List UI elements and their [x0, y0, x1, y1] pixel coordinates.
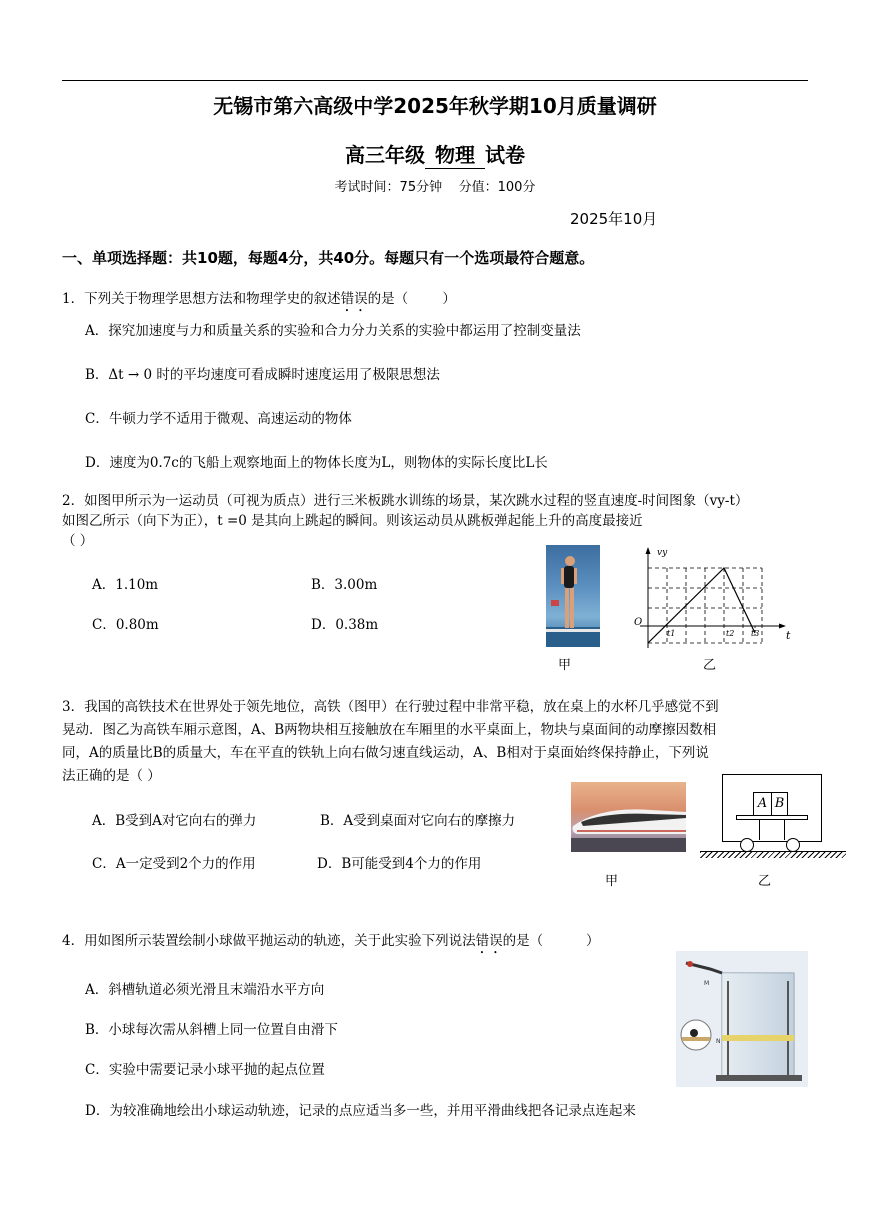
- q1-option-c: C．牛顿力学不适用于微观、高速运动的物体: [85, 411, 352, 427]
- q1-option-a: A．探究加速度与力和质量关系的实验和合力分力关系的实验中都运用了控制变量法: [85, 323, 581, 339]
- q3-caption-a: 甲: [605, 874, 619, 889]
- apparatus-label-m: M: [704, 980, 710, 987]
- q2-line-2: 如图乙所示（向下为正），t =0 是其向上跳起的瞬间。则该运动员从跳板弹起能上升的高度最接近: [62, 513, 643, 529]
- question-1-stem: [62, 288, 456, 315]
- section-heading: 一、单项选择题：共10题，每题4分，共40分。每题只有一个选项最符合题意。: [62, 249, 595, 267]
- q4-option-b: B．小球每次需从斜槽上同一位置自由滑下: [85, 1022, 338, 1038]
- q2-option-a: A．1.10m: [92, 577, 159, 593]
- q2-option-b: B．3.00m: [311, 577, 378, 593]
- q3-option-a: A．B受到A对它向右的弹力: [92, 813, 257, 829]
- subject-label: 物理: [425, 139, 485, 169]
- paper-label: 试卷: [485, 143, 525, 167]
- q3-line-2: 晃动．图乙为高铁车厢示意图，A、B两物块相互接触放在车厢里的水平桌面上，物块与桌面间的动摩擦因数相: [62, 722, 717, 738]
- q1-stem-emphasis: 错误: [340, 291, 368, 307]
- ground-hatch: [700, 852, 846, 858]
- q4-option-c: C．实验中需要记录小球平抛的起点位置: [85, 1062, 325, 1078]
- exam-title: 无锡市第六高级中学2025年秋学期10月质量调研: [213, 94, 657, 118]
- q4-option-d: D．为较准确地绘出小球运动轨迹，记录的点应适当多一些，并用平滑曲线把各记录点连起来: [85, 1103, 636, 1119]
- q2-vt-graph: [630, 543, 800, 653]
- block-b: B: [771, 792, 788, 816]
- grade-label: 高三年级: [345, 143, 425, 167]
- q3-option-c: C．A一定受到2个力的作用: [92, 856, 256, 872]
- graph-label-t1: t1: [667, 629, 676, 638]
- q1-option-d: D．速度为0.7c的飞船上观察地面上的物体长度为L，则物体的实际长度比L长: [85, 455, 548, 471]
- exam-date: 2025年10月: [570, 210, 658, 228]
- vt-line: [648, 568, 755, 643]
- q3-caption-b: 乙: [758, 874, 772, 889]
- q1-option-b: B．Δt → 0 时的平均速度可看成瞬时速度运用了极限思想法: [85, 367, 440, 383]
- top-rule: [62, 80, 808, 81]
- diver-photo: [546, 545, 600, 647]
- graph-label-o: O: [634, 617, 643, 628]
- q1-stem-b: 的是（ ）: [367, 291, 456, 307]
- question-4-stem: [62, 930, 600, 957]
- q2-caption-b: 乙: [703, 658, 717, 673]
- exam-subtitle: [0, 139, 870, 169]
- apparatus-label-n: N: [716, 1038, 721, 1045]
- q3-option-b: B．A受到桌面对它向右的摩擦力: [320, 813, 516, 829]
- wheel-left: [740, 838, 754, 852]
- carriage-diagram: [700, 772, 846, 862]
- q2-line-3: （ ）: [62, 533, 94, 549]
- q4-stem-b: 的是（ ）: [502, 933, 600, 949]
- block-a: A: [753, 792, 772, 816]
- t-axis-arrow-icon: [779, 624, 786, 629]
- exam-info: 考试时间：75分钟 分值：100分: [334, 180, 536, 195]
- q2-option-c: C．0.80m: [92, 617, 159, 633]
- q4-stem-emphasis: 错误: [475, 933, 503, 949]
- q2-option-d: D．0.38m: [311, 617, 379, 633]
- graph-grid: [648, 568, 762, 643]
- train-photo: [571, 782, 686, 852]
- graph-label-v: vy: [657, 548, 668, 558]
- q3-line-4: 法正确的是（ ）: [62, 768, 161, 784]
- graph-label-t3: t3: [751, 629, 760, 638]
- q1-stem-a: 1．下列关于物理学思想方法和物理学史的叙述: [62, 291, 341, 307]
- wheel-right: [786, 838, 800, 852]
- apparatus-photo: [676, 951, 808, 1087]
- q3-line-1: 3．我国的高铁技术在世界处于领先地位，高铁（图甲）在行驶过程中非常平稳，放在桌上的水杯几乎感觉不到: [62, 699, 719, 715]
- q4-stem-a: 4．用如图所示装置绘制小球做平抛运动的轨迹，关于此实验下列说法: [62, 933, 476, 949]
- q2-caption-a: 甲: [558, 658, 572, 673]
- q4-option-a: A．斜槽轨道必须光滑且末端沿水平方向: [85, 982, 325, 998]
- q3-line-3: 同，A的质量比B的质量大，车在平直的铁轨上向右做匀速直线运动，A、B相对于桌面始终保持静止，下列说: [62, 745, 709, 761]
- graph-label-t2: t2: [726, 629, 735, 638]
- graph-label-t: t: [786, 629, 791, 642]
- q3-option-d: D．B可能受到4个力的作用: [317, 856, 482, 872]
- q2-line-1: 2．如图甲所示为一运动员（可视为质点）进行三米板跳水训练的场景，某次跳水过程的竖直速度-时间图象（vy-t）: [62, 493, 749, 509]
- v-axis-arrow-icon: [646, 547, 651, 554]
